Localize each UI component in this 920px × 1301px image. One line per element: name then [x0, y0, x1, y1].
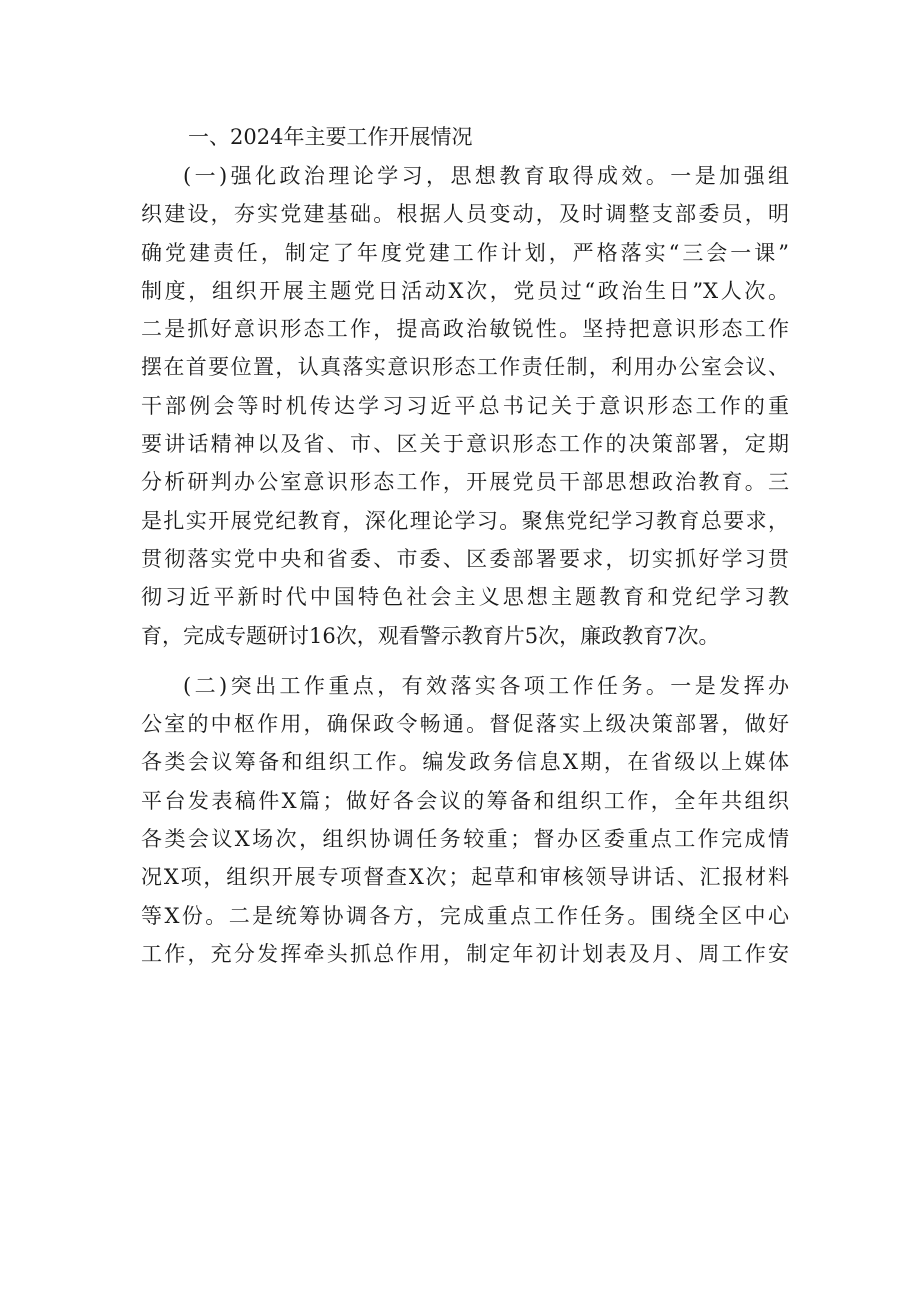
text-line: 是扎实开展党纪教育，深化理论学习。聚焦党纪学习教育总要求， — [141, 508, 789, 533]
text-line: 工作，充分发挥牵头抓总作用，制定年初计划表及月、周工作安 — [141, 941, 789, 966]
text-line: 公室的中枢作用，确保政令畅通。督促落实上级决策部署，做好 — [141, 712, 789, 737]
paragraph-2 — [141, 667, 789, 973]
paragraph-1 — [141, 157, 789, 655]
text-line: 摆在首要位置，认真落实意识形态工作责任制，利用办公室会议、 — [141, 355, 789, 380]
text-line: 彻习近平新时代中国特色社会主义思想主题教育和党纪学习教 — [141, 585, 789, 610]
text-line: 各类会议X场次，组织协调任务较重；督办区委重点工作完成情 — [141, 827, 789, 852]
text-line: (一)强化政治理论学习，思想教育取得成效。一是加强组 — [183, 164, 789, 188]
text-line: 干部例会等时机传达学习习近平总书记关于意识形态工作的重 — [141, 393, 789, 418]
text-line: 二是抓好意识形态工作，提高政治敏锐性。坚持把意识形态工作 — [141, 317, 789, 342]
text-line: 况X项，组织开展专项督查X次；起草和审核领导讲话、汇报材料 — [141, 865, 789, 890]
text-line: 各类会议筹备和组织工作。编发政务信息X期，在省级以上媒体 — [141, 750, 789, 775]
text-line: (二)突出工作重点，有效落实各项工作任务。一是发挥办 — [183, 673, 789, 698]
text-line: 分析研判办公室意识形态工作，开展党员干部思想政治教育。三 — [141, 470, 789, 495]
text-line: 要讲话精神以及省、市、区关于意识形态工作的决策部署，定期 — [141, 432, 789, 457]
text-line: 平台发表稿件X篇；做好各会议的筹备和组织工作，全年共组织 — [141, 788, 789, 813]
text-line: 制度，组织开展主题党日活动X次，党员过“政治生日”X人次。 — [141, 278, 789, 303]
text-line: 织建设，夯实党建基础。根据人员变动，及时调整支部委员，明 — [141, 202, 789, 227]
section-heading: 一、2024年主要工作开展情况 — [188, 125, 473, 149]
text-line: 确党建责任，制定了年度党建工作计划，严格落实“三会一课” — [141, 240, 789, 265]
text-line: 育，完成专题研讨16次，观看警示教育片5次，廉政教育7次。 — [141, 623, 720, 648]
text-line: 贯彻落实党中央和省委、市委、区委部署要求，切实抓好学习贯 — [141, 546, 789, 571]
text-line: 等X份。二是统筹协调各方，完成重点工作任务。围绕全区中心 — [141, 903, 789, 928]
document-body — [141, 117, 789, 973]
